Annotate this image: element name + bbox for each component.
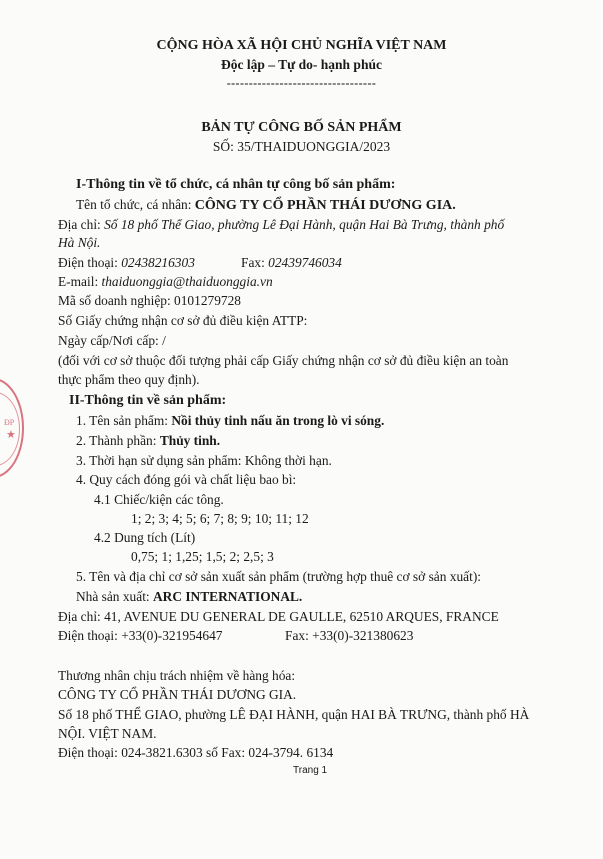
motto: Độc lập – Tự do- hạnh phúc (221, 57, 382, 72)
trader-name: CÔNG TY CỔ PHẦN THÁI DƯƠNG GIA. (58, 687, 297, 702)
address-value: Số 18 phố Thể Giao, phường Lê Đại Hành, quận Hai Bà Trưng, thành phố (104, 217, 505, 232)
email-label: E-mail: (58, 274, 102, 289)
capacity-values: 0,75; 1; 1,25; 1,5; 2; 2,5; 3 (131, 549, 274, 564)
document-number: SỐ: 35/THAIDUONGGIA/2023 (212, 139, 391, 154)
seal-stamp-text: ĐP (4, 418, 15, 427)
address-line2: Hà Nội. (58, 235, 101, 250)
tax-code: Mã số doanh nghiệp: 0101279728 (58, 293, 241, 308)
product-name-label: 1. Tên sản phẩm: (76, 413, 172, 428)
manufacturer-phone: Điện thoại: +33(0)-321954647 (58, 628, 223, 643)
composition-value: Thủy tinh. (159, 433, 221, 448)
product-name-value: Nồi thủy tinh nấu ăn trong lò vi sóng. (171, 413, 385, 428)
manufacturer-fax: Fax: +33(0)-321380623 (285, 628, 414, 643)
manufacturer-address: Địa chỉ: 41, AVENUE DU GENERAL DE GAULLE, 62510 ARQUES, FRANCE (58, 609, 499, 624)
section1-heading: I-Thông tin về tổ chức, cá nhân tự công bố sản phẩm: (76, 177, 396, 192)
email-value: thaiduonggia@thaiduonggia.vn (101, 274, 273, 289)
org-value: CÔNG TY CỔ PHẦN THÁI DƯƠNG GIA. (194, 198, 456, 213)
product-name-row (76, 413, 384, 429)
address-label: Địa chỉ: (58, 217, 105, 232)
org-label: Tên tổ chức, cá nhân: (76, 197, 195, 212)
seal-star-icon: ★ (6, 429, 16, 441)
fax-row (241, 255, 342, 271)
packaging-units-label: 4.1 Chiếc/kiện các tông. (94, 492, 224, 507)
issue-date-place: Ngày cấp/Nơi cấp: / (58, 333, 166, 348)
phone-row (58, 255, 195, 271)
phone-label: Điện thoại: (58, 255, 122, 270)
packaging-units-values: 1; 2; 3; 4; 5; 6; 7; 8; 9; 10; 11; 12 (131, 511, 309, 526)
page-number: Trang 1 (293, 765, 328, 776)
country-header: CỘNG HÒA XÃ HỘI CHỦ NGHĨA VIỆT NAM (156, 38, 447, 53)
composition-label: 2. Thành phần: (76, 433, 160, 448)
trader-address-line2: NỘI. VIỆT NAM. (58, 726, 157, 741)
shelf-life: 3. Thời hạn sử dụng sản phẩm: Không thời hạn. (76, 453, 332, 468)
header-divider: ---------------------------------- (226, 76, 377, 90)
document-title: BẢN TỰ CÔNG BỐ SẢN PHẨM (201, 120, 402, 135)
composition-row (76, 433, 220, 449)
fax-label: Fax: (241, 255, 269, 270)
trader-phone-fax: Điện thoại: 024-3821.6303 số Fax: 024-3794. 6134 (58, 745, 334, 760)
note-line1: (đối với cơ sở thuộc đối tượng phải cấp Giấy chứng nhận cơ sở đủ điều kiện an toàn (58, 353, 509, 368)
trader-label: Thương nhân chịu trách nhiệm về hàng hóa: (58, 668, 296, 683)
phone-value: 02438216303 (121, 255, 195, 270)
trader-address-line1: Số 18 phố THỂ GIAO, phường LÊ ĐẠI HÀNH, quận HAI BÀ TRƯNG, thành phố HÀ (58, 707, 530, 722)
fax-value: 02439746034 (268, 255, 342, 270)
email-row (58, 274, 273, 290)
section2-heading: II-Thông tin về sản phẩm: (69, 393, 227, 408)
manufacturer-value: ARC INTERNATIONAL. (152, 589, 303, 604)
packaging-heading: 4. Quy cách đóng gói và chất liệu bao bì: (76, 472, 297, 487)
org-row (76, 197, 456, 214)
manufacturer-row (76, 589, 302, 605)
address-row (58, 217, 504, 233)
note-line2: thực phẩm theo quy định). (58, 372, 200, 387)
capacity-label: 4.2 Dung tích (Lít) (94, 530, 196, 545)
manufacturer-label: Nhà sản xuất: (76, 589, 153, 604)
manufacturer-heading: 5. Tên và địa chỉ cơ sở sản xuất sản phẩm (trường hợp thuê cơ sở sản xuất): (76, 569, 482, 584)
food-safety-cert: Số Giấy chứng nhận cơ sở đủ điều kiện ATTP: (58, 313, 308, 328)
